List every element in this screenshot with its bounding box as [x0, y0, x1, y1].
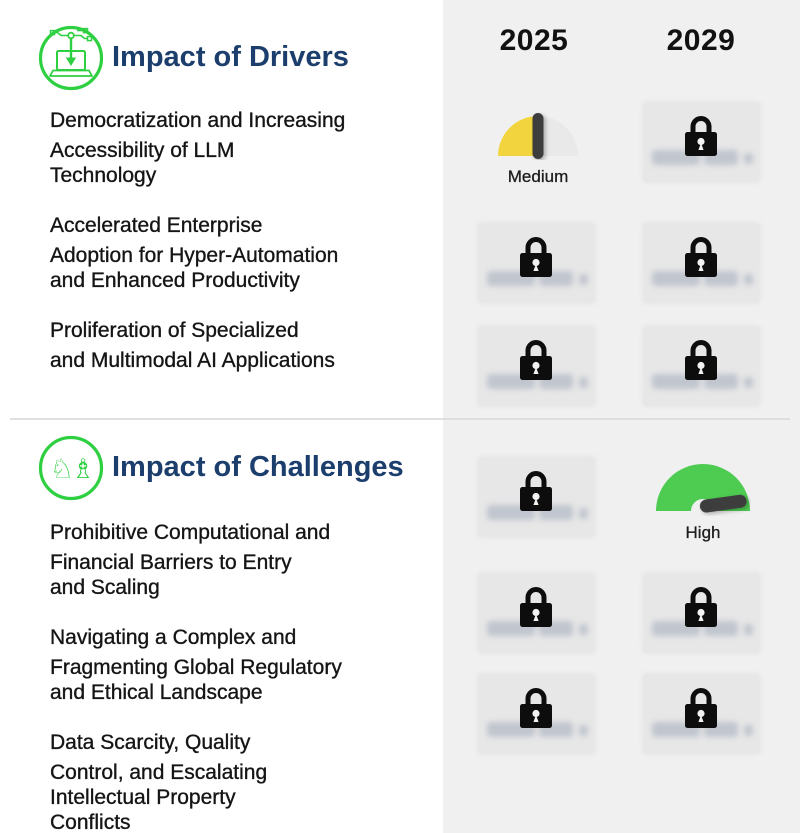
lock-icon [519, 468, 553, 512]
locked-cell-challenge2-2029[interactable] [644, 574, 759, 652]
gauge-high-challenge1-2029 [655, 464, 751, 543]
lock-icon [684, 685, 718, 729]
locked-cell-driver3-2025[interactable] [479, 327, 594, 405]
locked-cell-challenge2-2025[interactable] [479, 574, 594, 652]
blurred-text [744, 274, 753, 285]
locked-cell-challenge3-2025[interactable] [479, 675, 594, 753]
locked-cell-challenge3-2029[interactable] [644, 675, 759, 753]
gauge-value-label: Medium [507, 167, 569, 186]
column-header-2029: 2029 [666, 24, 736, 57]
blurred-text [744, 624, 753, 635]
lock-icon [684, 234, 718, 278]
blurred-text [744, 377, 753, 388]
llm-technology-download-icon [37, 24, 105, 92]
driver-label-1: Democratization and Increasing Accessibility of LLM Technology [50, 109, 346, 187]
challenges-section-icon [37, 434, 105, 502]
blurred-text [579, 274, 588, 285]
gauge-medium-driver1-2025 [495, 112, 581, 187]
blurred-text [579, 624, 588, 635]
challenges-section-title: Impact of Challenges [112, 451, 404, 483]
drivers-section-icon [37, 24, 105, 92]
drivers-section-title: Impact of Drivers [112, 41, 349, 73]
challenge-label-2: Navigating a Complex and Fragmenting Global Regulatory and Ethical Landscape [50, 626, 342, 704]
lock-icon [519, 234, 553, 278]
lock-icon [684, 113, 718, 157]
driver-label-3: Proliferation of Specialized and Multimodal AI Applications [50, 319, 335, 372]
locked-cell-driver1-2029[interactable] [644, 103, 759, 181]
blurred-text [744, 725, 753, 736]
blurred-text [579, 725, 588, 736]
locked-cell-driver2-2025[interactable] [479, 224, 594, 302]
lock-icon [684, 337, 718, 381]
column-header-2025: 2025 [499, 24, 569, 57]
gauge-value-label: High [685, 523, 721, 542]
half-gauge-icon [496, 112, 580, 160]
challenge-label-1: Prohibitive Computational and Financial Barriers to Entry and Scaling [50, 521, 331, 599]
half-gauge-icon [655, 464, 751, 516]
blurred-text [579, 508, 588, 519]
locked-cell-challenge1-2025[interactable] [479, 458, 594, 536]
lock-icon [519, 584, 553, 628]
driver-label-2: Accelerated Enterprise Adoption for Hyper-Automation and Enhanced Productivity [50, 214, 339, 292]
blurred-text [579, 377, 588, 388]
lock-icon [684, 584, 718, 628]
challenge-label-3: Data Scarcity, Quality Control, and Escalating Intellectual Property Conflicts [50, 731, 268, 833]
lock-icon [519, 337, 553, 381]
blurred-text [744, 153, 753, 164]
chess-glyphs: ♘♗ [49, 453, 93, 485]
lock-icon [519, 685, 553, 729]
locked-cell-driver2-2029[interactable] [644, 224, 759, 302]
locked-cell-driver3-2029[interactable] [644, 327, 759, 405]
section-divider [10, 418, 790, 420]
